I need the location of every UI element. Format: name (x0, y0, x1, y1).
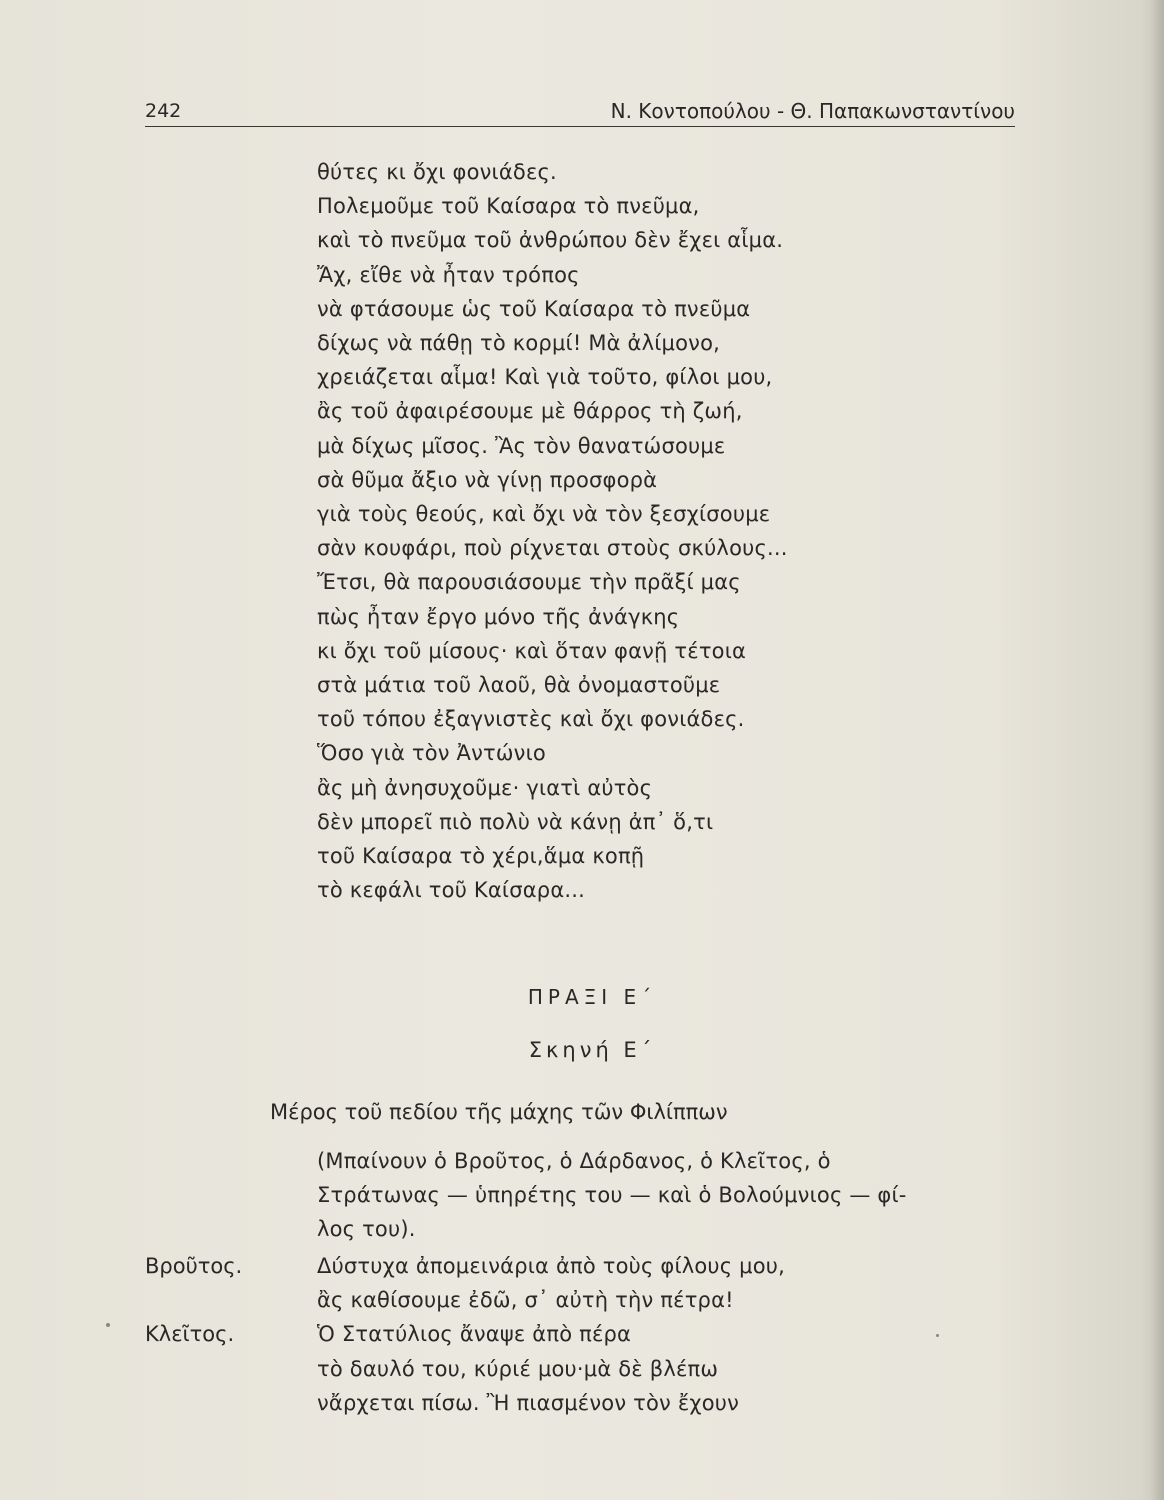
verse-line: μὰ δίχως μῖσος. Ἂς τὸν θανατώσουμε (317, 433, 726, 458)
verse-line: ἂς μὴ ἀνησυχοῦμε· γιατὶ αὐτὸς (317, 775, 653, 800)
speech-clitus (145, 1317, 1005, 1420)
speaker-name: Κλεῖτος. (145, 1322, 235, 1347)
verse-line: γιὰ τοὺς θεούς, καὶ ὄχι νὰ τὸν ξεσχίσουμε (317, 502, 771, 527)
verse-line: σὰν κουφάρι, ποὺ ρίχνεται στοὺς σκύλους... (317, 536, 788, 561)
verse-line: δίχως νὰ πάθῃ τὸ κορμί! Μὰ ἀλίμονο, (317, 331, 720, 356)
verse-line: τοῦ τόπου ἐξαγνιστὲς καὶ ὄχι φονιάδες. (317, 707, 745, 732)
verse-block (317, 155, 917, 907)
verse-line: δὲν μπορεῖ πιὸ πολὺ νὰ κάνῃ ἀπ᾿ ὅ,τι (317, 809, 714, 834)
page-number: 242 (145, 100, 182, 122)
speech-line: τὸ δαυλό του, κύριέ μου·μὰ δὲ βλέπω (317, 1356, 719, 1381)
verse-line: πὼς ἦταν ἔργο μόνο τῆς ἀνάγκης (317, 604, 680, 629)
speech-brutus (145, 1249, 1005, 1317)
verse-line: Πολεμοῦμε τοῦ Καίσαρα τὸ πνεῦμα, (317, 194, 700, 219)
speech-lines (317, 1249, 1005, 1317)
verse-line: σὰ θῦμα ἄξιο νὰ γίνῃ προσφορὰ (317, 467, 658, 492)
speaker-name: Βροῦτος. (145, 1254, 243, 1278)
speech-line: Ὁ Στατύλιος ἄναψε ἀπὸ πέρα (317, 1322, 632, 1347)
verse-line: τὸ κεφάλι τοῦ Καίσαρα... (317, 878, 585, 903)
stage-direction-line: (Μπαίνουν ὁ Βροῦτος, ὁ Δάρδανος, ὁ Κλεῖτος, ὁ (317, 1149, 831, 1173)
verse-line: κι ὄχι τοῦ μίσους· καὶ ὅταν φανῇ τέτοια (317, 638, 747, 663)
speech-line: νἄρχεται πίσω. Ἢ πιασμένον τὸν ἔχουν (317, 1390, 740, 1415)
verse-line: Ἄχ, εἴθε νὰ ἦταν τρόπος (317, 262, 580, 287)
scene-heading: Σκηνή Ε΄ (528, 1038, 656, 1062)
paper-speck (936, 1334, 939, 1337)
stage-direction-line: λος του). (317, 1217, 416, 1242)
verse-line: τοῦ Καίσαρα τὸ χέρι,ἅμα κοπῇ (317, 844, 645, 869)
verse-line: θύτες κι ὄχι φονιάδες. (317, 160, 557, 184)
verse-line: νὰ φτάσουμε ὡς τοῦ Καίσαρα τὸ πνεῦμα (317, 296, 751, 321)
speech-line: ἂς καθίσουμε ἐδῶ, σ᾿ αὐτὴ τὴν πέτρα! (317, 1288, 734, 1313)
verse-line: χρειάζεται αἷμα! Καὶ γιὰ τοῦτο, φίλοι μου, (317, 365, 773, 390)
speech-line: Δύστυχα ἀπομεινάρια ἀπὸ τοὺς φίλους μου, (317, 1254, 786, 1278)
verse-line: Ἔτσι, θὰ παρουσιάσουμε τὴν πρᾶξί μας (317, 570, 741, 595)
stage-direction-line: Στράτωνας — ὑπηρέτης του — καὶ ὁ Βολούμνιος — φί- (317, 1183, 907, 1208)
scene-setting: Μέρος τοῦ πεδίου τῆς μάχης τῶν Φιλίππων (270, 1100, 728, 1124)
paper-speck (106, 1323, 110, 1327)
verse-line: καὶ τὸ πνεῦμα τοῦ ἀνθρώπου δὲν ἔχει αἷμα. (317, 228, 784, 253)
dialogue-block (145, 1249, 1005, 1420)
speech-lines (317, 1317, 1005, 1420)
verse-line: ἂς τοῦ ἀφαιρέσουμε μὲ θάρρος τὴ ζωή, (317, 399, 743, 424)
verse-line: Ὅσο γιὰ τὸν Ἀντώνιο (317, 741, 546, 766)
act-heading: ΠΡΑΞΙ Ε΄ (527, 985, 657, 1009)
verse-line: στὰ μάτια τοῦ λαοῦ, θὰ ὀνομαστοῦμε (317, 673, 721, 698)
stage-direction (317, 1144, 967, 1247)
running-head: Ν. Κοντοπούλου - Θ. Παπακωνσταντίνου (610, 99, 1015, 123)
page-header (145, 96, 1015, 127)
page-edge-shadow (1150, 0, 1164, 1500)
